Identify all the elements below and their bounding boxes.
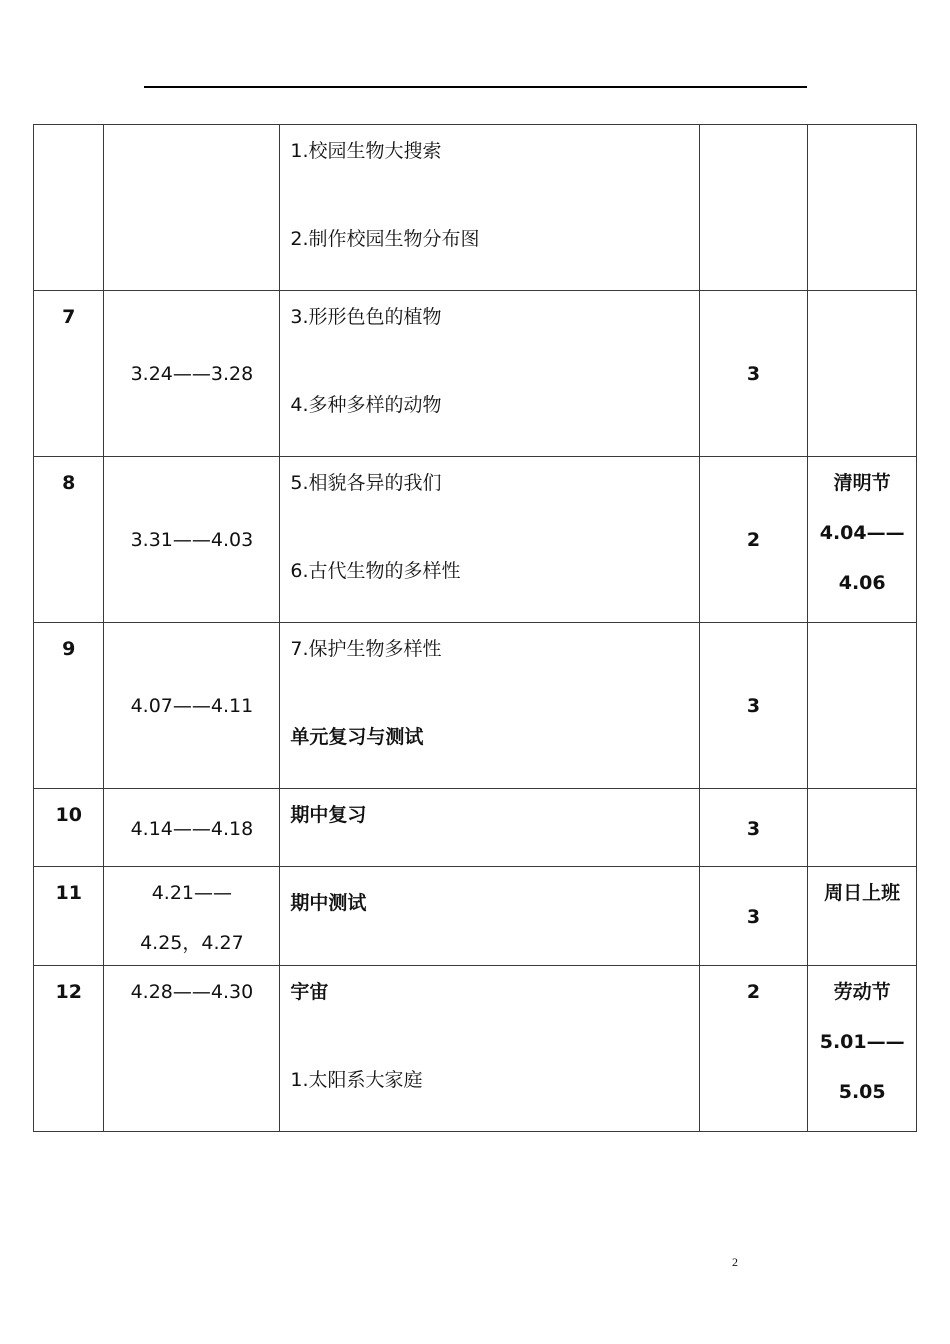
week-number: 11 (55, 882, 82, 904)
week-number: 7 (62, 306, 76, 328)
week-number: 10 (55, 804, 82, 826)
holiday-date: 5.01—— (819, 1031, 905, 1053)
hours-cell (699, 457, 808, 623)
note-cell (808, 867, 917, 966)
date-cell (104, 789, 280, 867)
table-row (34, 789, 917, 867)
holiday-name: 劳动节 (833, 981, 891, 1003)
date-cell (104, 457, 280, 623)
unit-title: 宇宙 (290, 981, 329, 1003)
date-range: 3.31——4.03 (130, 529, 254, 551)
date-range: 4.25，4.27 (140, 932, 244, 954)
page-number: 2 (732, 1255, 738, 1269)
week-cell (34, 291, 104, 457)
holiday-date: 4.04—— (819, 522, 905, 544)
note-cell (808, 457, 917, 623)
note-cell (808, 125, 917, 291)
holiday-date: 4.06 (838, 572, 886, 594)
date-cell (104, 867, 280, 966)
date-cell (104, 291, 280, 457)
lesson-text: 2.制作校园生物分布图 (290, 228, 480, 250)
note-cell (808, 623, 917, 789)
table-row (34, 966, 917, 1132)
lesson-text: 4.多种多样的动物 (290, 394, 442, 416)
week-cell (34, 457, 104, 623)
holiday-date: 5.05 (838, 1081, 886, 1103)
lesson-text: 1.太阳系大家庭 (290, 1069, 423, 1091)
lesson-text: 3.形形色色的植物 (290, 306, 442, 328)
lesson-text: 单元复习与测试 (290, 726, 424, 748)
hours-value: 2 (746, 981, 761, 1003)
lesson-text: 1.校园生物大搜索 (290, 140, 442, 162)
table-row (34, 291, 917, 457)
lesson-text: 7.保护生物多样性 (290, 638, 442, 660)
week-cell (34, 789, 104, 867)
hours-cell (699, 623, 808, 789)
week-number: 9 (62, 638, 76, 660)
date-cell (104, 966, 280, 1132)
date-cell (104, 125, 280, 291)
hours-cell (699, 291, 808, 457)
content-cell (280, 291, 699, 457)
table-row (34, 457, 917, 623)
note-text: 周日上班 (824, 882, 901, 904)
hours-cell (699, 867, 808, 966)
note-cell (808, 291, 917, 457)
lesson-text: 期中测试 (290, 892, 367, 914)
hours-value: 3 (746, 818, 761, 840)
lesson-text: 期中复习 (290, 804, 367, 826)
note-cell (808, 789, 917, 867)
week-number: 12 (55, 981, 82, 1003)
content-cell (280, 125, 699, 291)
content-cell (280, 966, 699, 1132)
hours-value: 3 (746, 695, 761, 717)
date-range: 4.28——4.30 (130, 981, 254, 1003)
date-cell (104, 623, 280, 789)
week-cell (34, 125, 104, 291)
date-range: 4.14——4.18 (130, 818, 254, 840)
table-row (34, 125, 917, 291)
date-range: 4.21—— (151, 882, 233, 904)
week-cell (34, 867, 104, 966)
holiday-name: 清明节 (833, 472, 891, 494)
note-cell (808, 966, 917, 1132)
week-number: 8 (62, 472, 76, 494)
hours-cell (699, 966, 808, 1132)
content-cell (280, 789, 699, 867)
content-cell (280, 623, 699, 789)
table-row (34, 623, 917, 789)
date-range: 3.24——3.28 (130, 363, 254, 385)
date-range: 4.07——4.11 (130, 695, 254, 717)
header-rule (144, 86, 807, 88)
table-row (34, 867, 917, 966)
teaching-schedule-table (33, 124, 917, 1132)
hours-cell (699, 789, 808, 867)
week-cell (34, 966, 104, 1132)
content-cell (280, 867, 699, 966)
lesson-text: 5.相貌各异的我们 (290, 472, 442, 494)
hours-value: 2 (746, 529, 761, 551)
hours-value: 3 (746, 906, 761, 928)
lesson-text: 6.古代生物的多样性 (290, 560, 461, 582)
week-cell (34, 623, 104, 789)
hours-value: 3 (746, 363, 761, 385)
hours-cell (699, 125, 808, 291)
content-cell (280, 457, 699, 623)
